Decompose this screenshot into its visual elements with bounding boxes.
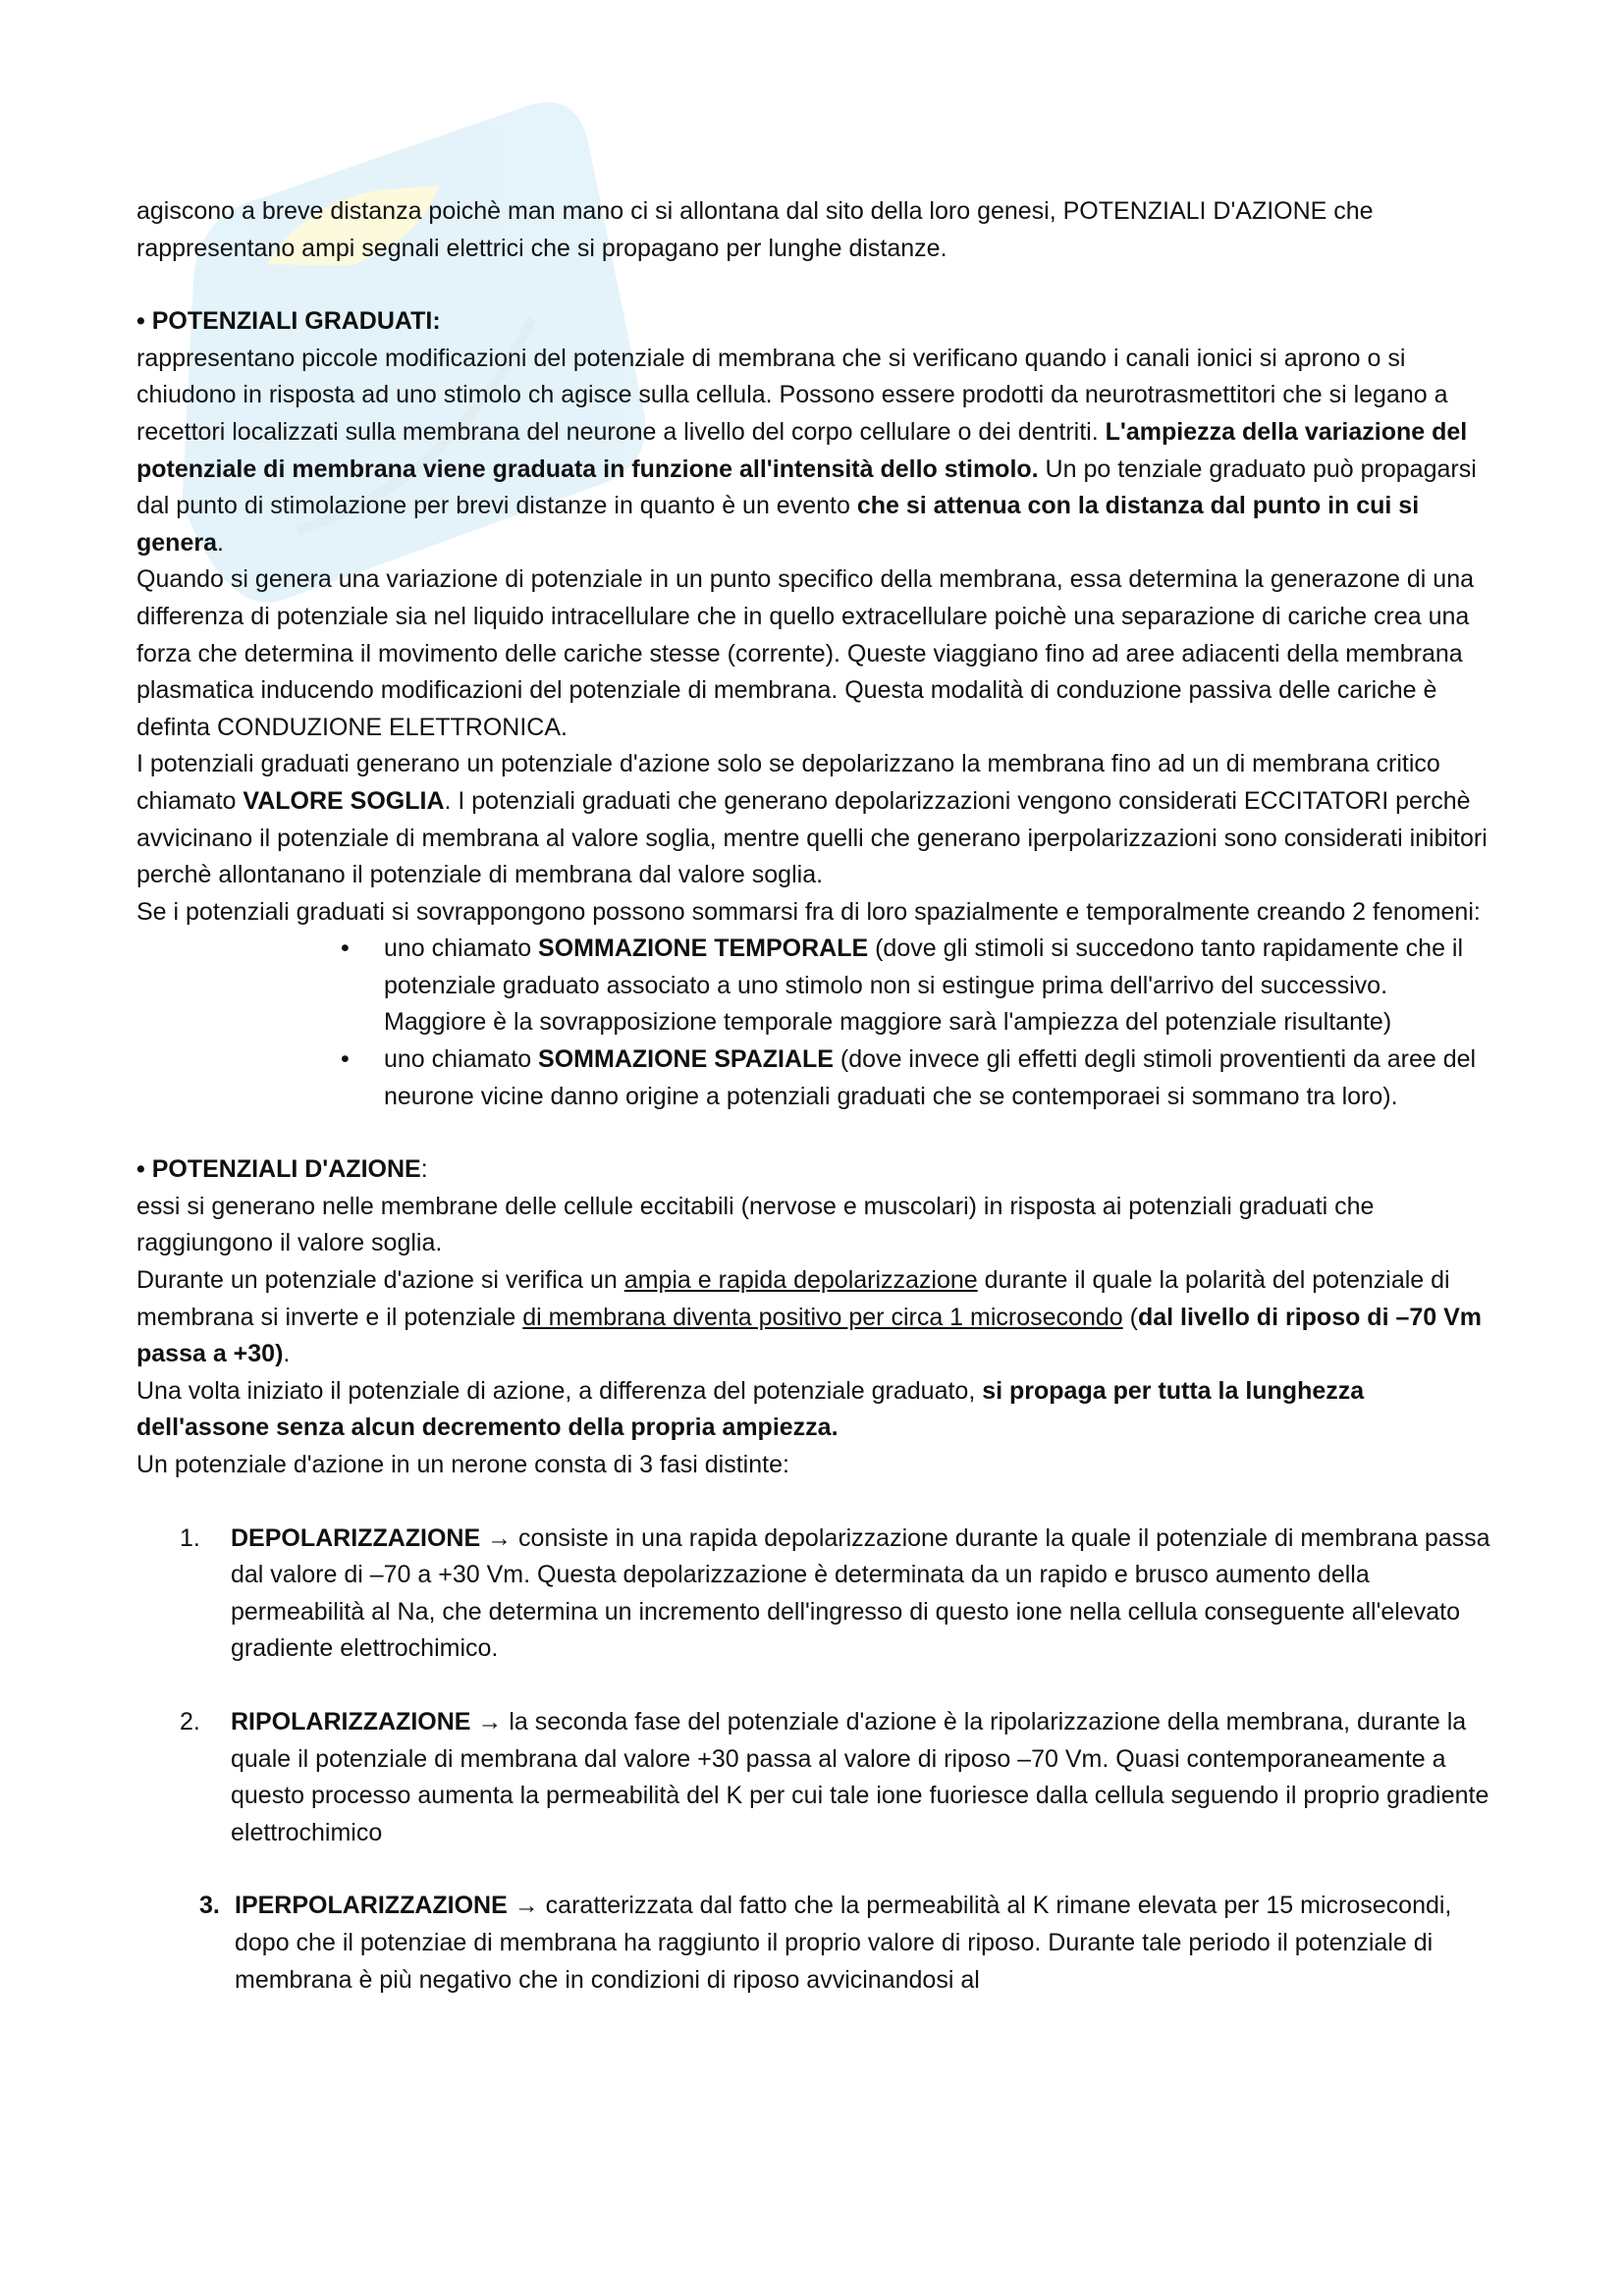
azione-paragraph-2: Durante un potenziale d'azione si verifica un ampia e rapida depolarizzazione durante il quale la polarità del potenziale di membrana si inverte e il potenziale di membrana diventa positivo per circa 1 microsecondo (dal livello di riposo di –70 Vm passa a +30). [136,1266,1483,1368]
azione-paragraph-1: essi si generano nelle membrane delle cellule eccitabili (nervose e muscolari) in risposta ai potenziali graduati che raggiungono il valore soglia. [136,1192,1375,1257]
azione-paragraph-4: Un potenziale d'azione in un nerone consta di 3 fasi distinte: [136,1451,789,1478]
list-item: • uno chiamato SOMMAZIONE SPAZIALE (dove invece gli effetti degli stimoli proventienti da aree del neurone vicine danno origine a potenziali graduati che se contemporaei si sommano tra loro). [335,1041,1491,1115]
graduati-paragraph-3: I potenziali graduati generano un potenziale d'azione solo se depolarizzano la membrana fino ad un di membrana critico chiamato VALORE SOGLIA. I potenziali graduati che generano depolarizzazioni vengono considerati ECCITATORI perchè avvicinano il potenziale di membrana al valore soglia, mentre quelli che generano iperpolarizzazioni sono considerati inibitori perchè allontanano il potenziale di membrana dal valore soglia. [136,750,1488,889]
list-item: • uno chiamato SOMMAZIONE TEMPORALE (dove gli stimoli si succedono tanto rapidamente che il potenziale graduato associato a uno stimolo non si estingue prima dell'arrivo del successivo. Maggiore è la sovrapposizione temporale maggiore sarà l'ampiezza del potenziale risultante) [335,931,1491,1041]
graduati-paragraph-2: Quando si genera una variazione di potenziale in un punto specifico della membrana, essa determina la generazone di una differenza di potenziale sia nel liquido intracellulare che in quello extracellulare poichè una separazione di cariche crea una forza che determina il movimento delle cariche stesse (corrente). Queste viaggiano fino ad aree adiacenti della membrana plasmatica inducendo modificazioni del potenziale di membrana. Questa modalità di conduzione passiva delle cariche è definta CONDUZIONE ELETTRONICA. [136,565,1474,741]
heading-potenziali-graduati: • POTENZIALI GRADUATI: [136,307,441,336]
list-item: 3. IPERPOLARIZZAZIONE → caratterizzata dal fatto che la permeabilità al K rimane elevata per 15 microsecondi, dopo che il potenziae di membrana ha raggiunto il proprio valore di riposo. Durante tale periodo il potenziale di membrana è più negativo che in condizioni di riposo avvicinandosi al [199,1892,1452,1994]
list-item: 1. DEPOLARIZZAZIONE → consiste in una rapida depolarizzazione durante la quale il potenziale di membrana passa dal valore di –70 a +30 Vm. Questa depolarizzazione è determinata da un rapido e brusco aumento della permeabilità al Na, che determina un incremento dell'ingresso di questo ione nella cellula conseguente all'elevato gradiente elettrochimico. [180,1523,1490,1663]
heading-potenziali-azione: • POTENZIALI D'AZIONE: [136,1155,428,1184]
sommazione-list [136,931,1491,1115]
intro-paragraph: agiscono a breve distanza poichè man mano ci si allontana dal sito della loro genesi, POTENZIALI D'AZIONE che rappresentano ampi segnali elettrici che si propagano per lunghe distanze. [136,197,1374,262]
azione-paragraph-3: Una volta iniziato il potenziale di azione, a differenza del potenziale graduato, si propaga per tutta la lunghezza dell'assone senza alcun decremento della propria ampiezza. [136,1376,1365,1442]
phases-list [136,1521,1491,2000]
document-body [136,193,1491,1999]
graduati-paragraph-4: Se i potenziali graduati si sovrappongono possono sommarsi fra di loro spazialmente e temporalmente creando 2 fenomeni: [136,897,1481,926]
list-item: 2. RIPOLARIZZAZIONE → la seconda fase del potenziale d'azione è la ripolarizzazione della membrana, durante la quale il potenziale di membrana dal valore +30 passa al valore di riposo –70 Vm. Quasi contemporaneamente a questo processo aumenta la permeabilità del K per cui tale ione fuoriesce dalla cellula seguendo il proprio gradiente elettrochimico [180,1707,1489,1846]
graduati-paragraph-1: rappresentano piccole modificazioni del potenziale di membrana che si verificano quando i canali ionici si aprono o si chiudono in risposta ad uno stimolo ch agisce sulla cellula. Possono essere prodotti da neurotrasmettitori che si legano a recettori localizzati sulla membrana del neurone a livello del corpo cellulare o dei dentriti. L'ampiezza della variazione del potenziale di membrana viene graduata in funzione all'intensità dello stimolo. Un po tenziale graduato può propagarsi dal punto di stimolazione per brevi distanze in quanto è un evento che si attenua con la distanza dal punto in cui si genera. [136,344,1477,557]
